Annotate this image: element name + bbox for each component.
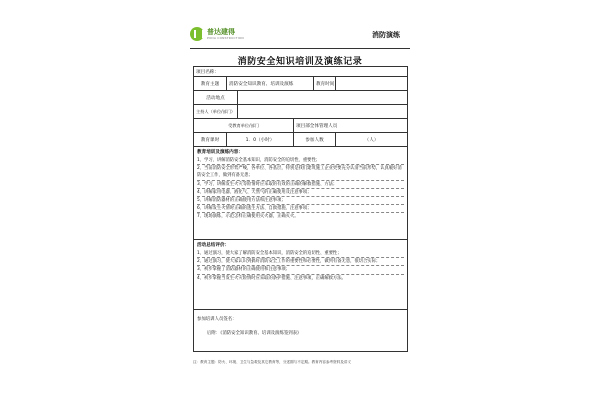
hours-label: 教育课时 <box>194 133 227 147</box>
logo-icon <box>190 27 204 41</box>
document-title: 消防安全知识培训及演练记录 <box>237 57 363 67</box>
row-host <box>194 105 408 119</box>
topic-value: 消防安全知识教育、培训及演练 <box>227 77 314 91</box>
recipient-value: 项目部全体管理人员 <box>294 119 408 133</box>
host-label: 主持人（单位/部门） <box>194 105 238 119</box>
recipient-label: 受教育单位/部门 <box>194 119 294 133</box>
signature-label: 参加培训人员签名： <box>197 317 237 322</box>
logo-text-cn: 普达建得 <box>207 28 235 36</box>
project-name-label: 项目名称： <box>196 69 219 75</box>
training-heading: 教育培训及演练内容： <box>197 150 243 155</box>
host-value <box>238 105 408 119</box>
training-item: 2、当前消防安全形势严峻，各单位、各基层，特别是我们建筑施工企业更要充分认清当前形势，认真履好消防安全工作，做到有备无患； <box>197 165 404 180</box>
training-item: 7、现场演练，示范怎样正确使用灭火器，正确灭火。 <box>197 214 299 220</box>
training-item: 3、学习、讲解发生火灾等险情时应采取的有效的正确的解救措施、方法； <box>197 181 404 189</box>
summary-item: 1、通过演习，使大家了解消防安全基本知识，消防安全的迫切性、重要性； <box>197 250 404 258</box>
row-topic <box>194 77 408 91</box>
row-recipient <box>194 119 408 133</box>
row-training-content <box>194 147 408 240</box>
training-item: 5、讲解消防器材的正确使用方法和注意事项； <box>197 197 404 205</box>
page-header <box>190 25 400 47</box>
participants-label: 参加人数 <box>294 133 336 147</box>
header-category: 消防演练 <box>372 31 400 39</box>
hours-value: 1．0（小时） <box>227 133 294 147</box>
time-value <box>336 77 408 91</box>
location-value <box>238 91 408 105</box>
row-location <box>194 91 408 105</box>
row-signature <box>194 310 408 352</box>
training-item: 1、学习、讲解消防安全基本知识，消防安全的迫切性、重要性； <box>197 157 404 165</box>
row-summary <box>194 240 408 310</box>
summary-item: 4、初步掌握当发生火灾险情时应采取的条护措施、注意事项，正确解救方法。 <box>197 275 346 281</box>
row-project-name <box>194 67 408 77</box>
summary-heading: 活动总结评价： <box>197 243 230 248</box>
record-form-table <box>193 66 408 352</box>
time-label: 教育时间 <box>314 77 336 91</box>
row-hours <box>194 133 408 147</box>
attachment-note: 后附：《消防安全知识教育、培训及演练签到表》 <box>207 331 302 336</box>
header-divider <box>190 48 410 49</box>
location-label: 活动地点 <box>194 91 238 105</box>
topic-label: 教育主题 <box>194 77 227 91</box>
training-item: 6、讲解发生火情时正确的逃生方法、自救措施、注意事项； <box>197 205 404 213</box>
summary-item: 2、通过演习，使大家认识到搞好消防安全工作的重要性和必要性，做到有备无患，很切合实际； <box>197 258 404 266</box>
logo-text-en: PUDA CONSTRUCTION <box>207 36 244 40</box>
footnote: 注：教育主题：防火、环境、卫生与急救及其它教育等，分述期与不定期。教育内容参考资料及讲义 <box>193 360 352 364</box>
participants-value: （人） <box>336 133 408 147</box>
summary-item: 3、初步掌握了消防器材的正确使用和注意事项； <box>197 266 404 274</box>
training-item: 4、讲解家用电器、液化气、天然气的正确使用及注意事项； <box>197 189 404 197</box>
company-logo <box>190 25 270 45</box>
